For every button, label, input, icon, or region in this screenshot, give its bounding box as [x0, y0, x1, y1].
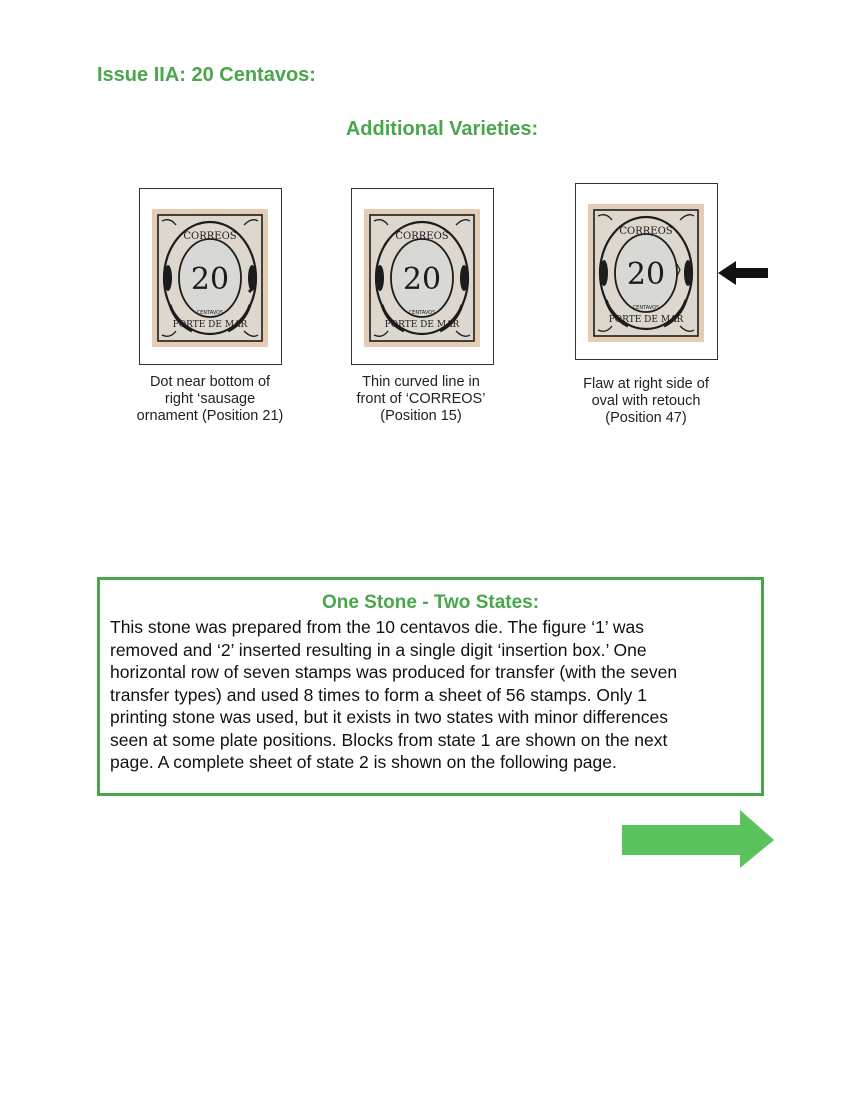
- stamp-image: [364, 209, 480, 347]
- right-arrow-icon[interactable]: [622, 810, 776, 870]
- info-line: transfer types) and used 8 times to form a sheet of 56 stamps. Only 1: [110, 684, 647, 705]
- caption-line: (Position 15): [380, 408, 462, 424]
- info-line: page. A complete sheet of state 2 is shown on the following page.: [110, 752, 617, 772]
- stamp-caption-1: [100, 374, 320, 425]
- caption-line: Dot near bottom of: [149, 374, 271, 390]
- stamp-mount-2: [351, 188, 494, 365]
- info-line: printing stone was used, but it exists in two states with minor differences: [110, 707, 669, 727]
- stamp-bottom-text: PORTE DE MAR: [384, 320, 460, 330]
- stamp-bottom-text: PORTE DE MAR: [172, 320, 248, 330]
- stamp-mount-1: [139, 188, 282, 365]
- caption-line: oval with retouch: [591, 393, 701, 409]
- caption-line: Thin curved line in: [362, 374, 480, 390]
- stamp-image: [152, 209, 268, 347]
- caption-line: right ‘sausage: [164, 391, 256, 407]
- caption-line: ornament (Position 21): [136, 408, 284, 424]
- stamp-small-text: CENTAVOS: [632, 305, 660, 311]
- info-line: removed and ‘2’ inserted resulting in a single digit ‘insertion box.’ One: [110, 639, 647, 660]
- info-box-title: One Stone - Two States:: [321, 592, 540, 613]
- stamp-small-text: CENTAVOS: [196, 310, 224, 316]
- stamp-caption-3: [536, 376, 756, 427]
- caption-line: front of ‘CORREOS’: [356, 391, 486, 407]
- stamp-value-text: 20: [626, 257, 666, 292]
- info-box: [97, 577, 764, 796]
- info-line: seen at some plate positions. Blocks from state 1 are shown on the next: [110, 729, 668, 750]
- stamp-value-text: 20: [190, 262, 230, 297]
- stamp-top-text: CORREOS: [619, 226, 673, 237]
- stamp-value-text: 20: [402, 262, 442, 297]
- info-line: horizontal row of seven stamps was produced for transfer (with the seven: [110, 662, 678, 682]
- section-subtitle: Additional Varieties:: [345, 118, 539, 140]
- stamp-top-text: CORREOS: [395, 231, 449, 242]
- stamp-bottom-text: PORTE DE MAR: [608, 315, 684, 325]
- stamp-top-text: CORREOS: [183, 231, 237, 242]
- stamp-caption-2: [311, 374, 531, 425]
- info-box-text: [110, 616, 760, 774]
- stamp-mount-3: [575, 183, 718, 360]
- stamp-image: [588, 204, 704, 342]
- left-arrow-icon: [718, 260, 770, 286]
- caption-line: Flaw at right side of: [583, 376, 709, 392]
- caption-line: (Position 47): [605, 410, 687, 426]
- info-line: This stone was prepared from the 10 centavos die. The figure ‘1’ was: [110, 617, 645, 637]
- page-title: Issue IIA: 20 Centavos:: [97, 64, 316, 86]
- stamp-small-text: CENTAVOS: [408, 310, 436, 316]
